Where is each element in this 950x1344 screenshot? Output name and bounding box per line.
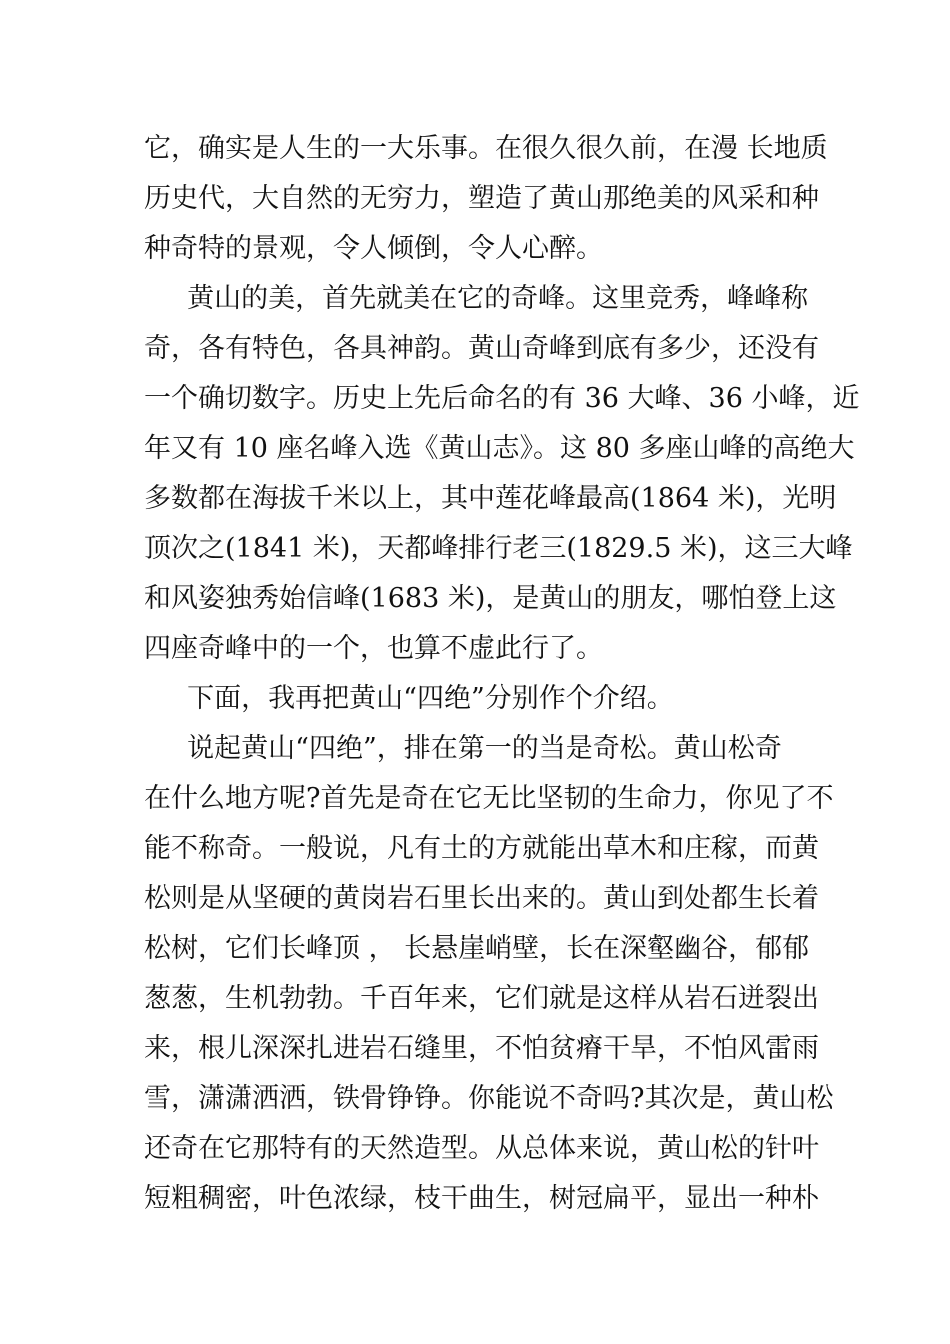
text-line: 还奇在它那特有的天然造型。从总体来说，黄山松的针叶	[144, 1133, 819, 1164]
text-line: 种奇特的景观，令人倾倒，令人心醉。	[144, 233, 603, 264]
text-line: 和风姿独秀始信峰(1683 米)，是黄山的朋友，哪怕登上这	[144, 583, 837, 614]
text-line: 松则是从坚硬的黄岗岩石里长出来的。黄山到处都生长着	[144, 883, 819, 914]
text-line: 它，确实是人生的一大乐事。在很久很久前，在漫 长地质	[144, 133, 828, 164]
text-line: 四座奇峰中的一个，也算不虚此行了。	[144, 633, 603, 664]
text-line: 年又有 10 座名峰入选《黄山志》。这 80 多座山峰的高绝大	[144, 433, 855, 464]
text-line: 来，根儿深深扎进岩石缝里，不怕贫瘠干旱，不怕风雷雨	[144, 1033, 819, 1064]
text-line: 短粗稠密，叶色浓绿，枝干曲生，树冠扁平，显出一种朴	[144, 1183, 819, 1214]
text-line: 奇，各有特色，各具神韵。黄山奇峰到底有多少，还没有	[144, 333, 819, 364]
text-line: 松树，它们长峰顶 ， 长悬崖峭壁，长在深壑幽谷，郁郁	[144, 933, 810, 964]
text-line: 多数都在海拔千米以上，其中莲花峰最高(1864 米)，光明	[144, 483, 837, 514]
text-line: 黄山的美，首先就美在它的奇峰。这里竞秀，峰峰称	[170, 283, 809, 314]
text-line: 历史代，大自然的无穷力，塑造了黄山那绝美的风采和种	[144, 183, 819, 214]
text-line: 下面，我再把黄山“四绝”分别作个介绍。	[170, 683, 674, 714]
text-line: 说起黄山“四绝”，排在第一的当是奇松。黄山松奇	[170, 733, 782, 764]
text-line: 顶次之(1841 米)，天都峰排行老三(1829.5 米)，这三大峰	[144, 533, 853, 564]
text-line: 能不称奇。一般说，凡有土的方就能出草木和庄稼，而黄	[144, 833, 819, 864]
text-line: 在什么地方呢?首先是奇在它无比坚韧的生命力，你见了不	[144, 783, 834, 814]
text-line: 雪，潇潇洒洒，铁骨铮铮。你能说不奇吗?其次是，黄山松	[144, 1083, 834, 1114]
text-line: 葱葱，生机勃勃。千百年来，它们就是这样从岩石迸裂出	[144, 983, 819, 1014]
text-line: 一个确切数字。历史上先后命名的有 36 大峰、36 小峰，近	[144, 383, 860, 414]
